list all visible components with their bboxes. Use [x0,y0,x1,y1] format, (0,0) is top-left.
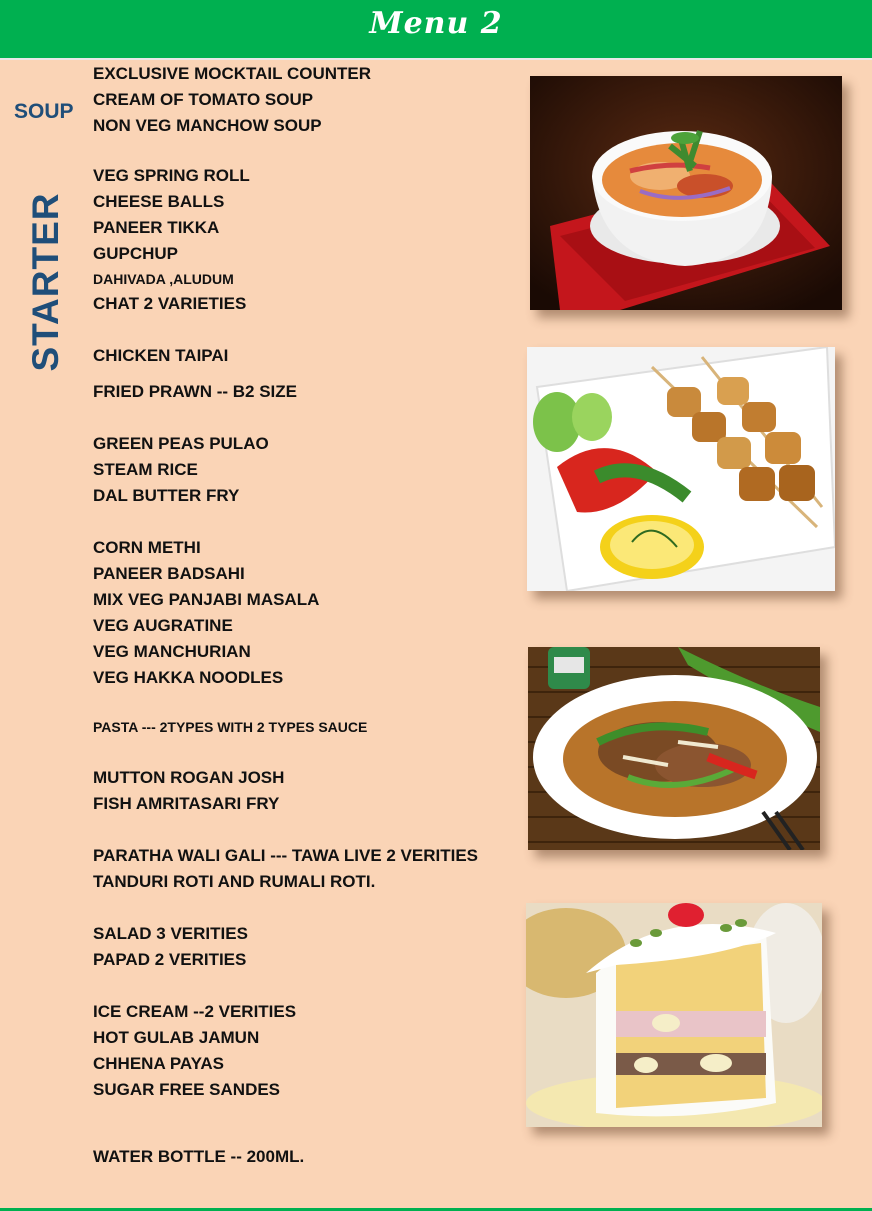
menu-item: CORN METHI [93,538,201,557]
menu-item: STEAM RICE [93,460,198,479]
menu-item: FRIED PRAWN -- B2 SIZE [93,382,298,401]
menu-item: VEG MANCHURIAN [93,642,251,661]
menu-title: Menu 2 [369,6,503,41]
menu-item: HOT GULAB JAMUN [93,1028,260,1047]
menu-item: CHICKEN TAIPAI [93,346,229,365]
menu-item: WATER BOTTLE -- 200ML. [93,1147,305,1166]
menu-item: CREAM OF TOMATO SOUP [93,90,314,109]
soup-bowl-photo [530,76,842,310]
menu-item: VEG AUGRATINE [93,616,233,635]
chicken-skewer-photo [527,347,835,591]
menu-item: ICE CREAM --2 VERITIES [93,1002,297,1021]
menu-item: PASTA --- 2TYPES WITH 2 TYPES SAUCE [93,719,368,735]
menu-item: CHAT 2 VARIETIES [93,294,247,313]
menu-item: MUTTON ROGAN JOSH [93,768,285,787]
menu-item: PAPAD 2 VERITIES [93,950,247,969]
menu-item: SALAD 3 VERITIES [93,924,248,943]
menu-item: GUPCHUP [93,244,179,263]
cake-slice-photo [526,903,822,1127]
menu-item: NON VEG MANCHOW SOUP [93,116,322,135]
menu-item: CHEESE BALLS [93,192,225,211]
menu-item: TANDURI ROTI AND RUMALI ROTI. [93,872,376,891]
menu-item: VEG HAKKA NOODLES [93,668,284,687]
menu-item: MIX VEG PANJABI MASALA [93,590,320,609]
soup-section-label: SOUP [14,100,74,123]
menu-item: PARATHA WALI GALI --- TAWA LIVE 2 VERITIES [93,846,479,865]
menu-item: DAHIVADA ,ALUDUM [93,271,234,287]
menu-item: CHHENA PAYAS [93,1054,225,1073]
menu-item: PANEER TIKKA [93,218,220,237]
menu-item: GREEN PEAS PULAO [93,434,269,453]
starter-section-label: STARTER [25,192,66,372]
menu-item: SUGAR FREE SANDES [93,1080,281,1099]
header-bar [0,0,872,60]
menu-item: VEG SPRING ROLL [93,166,250,185]
stir-fry-photo [528,647,820,850]
menu-item: FISH AMRITASARI FRY [93,794,280,813]
menu-item: EXCLUSIVE MOCKTAIL COUNTER [93,64,371,83]
menu-item: PANEER BADSAHI [93,564,245,583]
menu-item: DAL BUTTER FRY [93,486,240,505]
